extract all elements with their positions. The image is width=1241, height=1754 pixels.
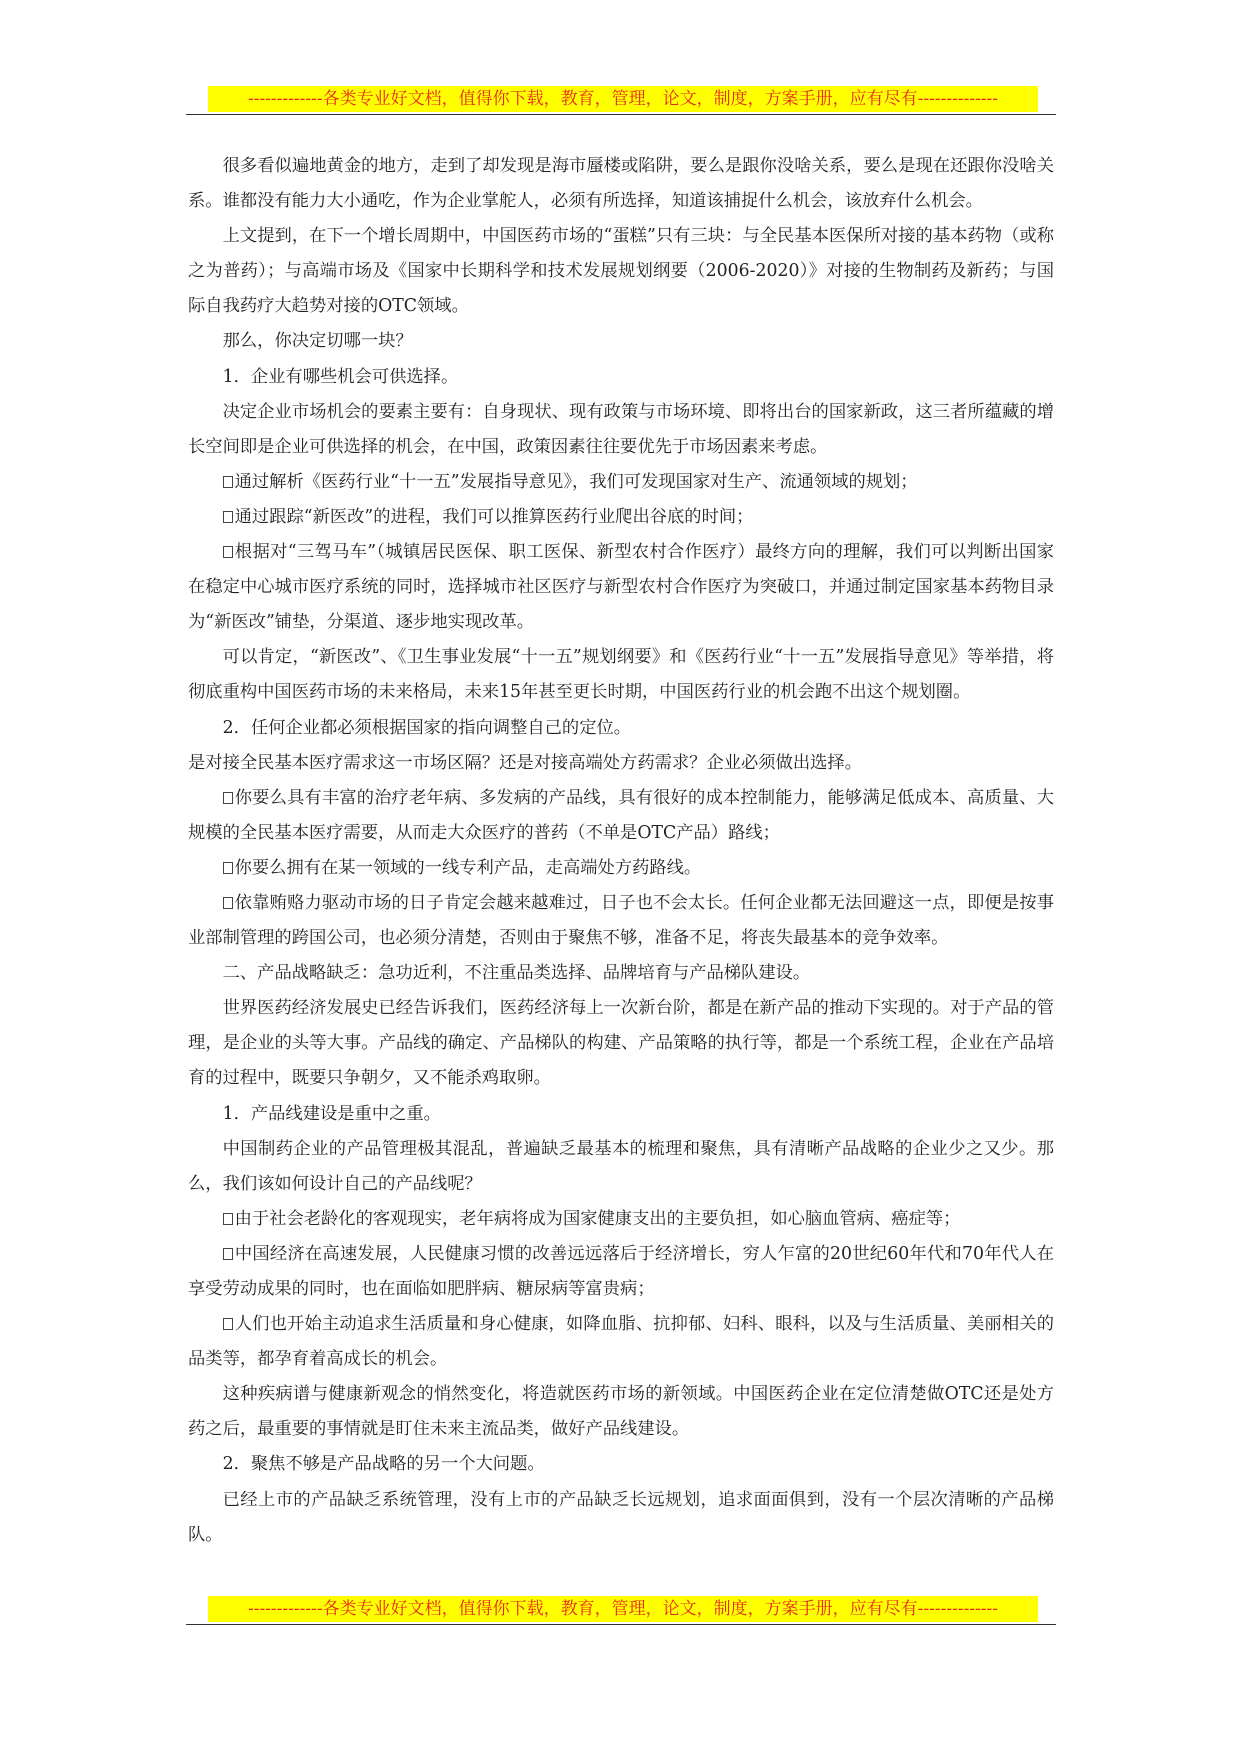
checkbox-bullet-icon — [223, 897, 233, 909]
bullet-text: 人们也开始主动追求生活质量和身心健康，如降血脂、抗抑郁、妇科、眼科，以及与生活质量、美丽相关的品类等，都孕育着高成长的机会。 — [188, 1314, 1054, 1370]
bullet-item — [188, 1237, 1054, 1307]
paragraph: 那么，你决定切哪一块？ — [222, 331, 413, 352]
bullet-text: 中国经济在高速发展，人民健康习惯的改善远远落后于经济增长，穷人乍富的20世纪60年代和70年代人在享受劳动成果的同时，也在面临如肥胖病、糖尿病等富贵病； — [188, 1243, 1054, 1299]
bullet-item — [188, 1202, 1054, 1237]
bullet-item — [188, 500, 1054, 535]
header-banner: -------------各类专业好文档，值得你下载，教育，管理，论文，制度，方案手册，应有尽有-------------- — [208, 86, 1038, 112]
bullet-item — [188, 851, 1054, 886]
bullet-text: 由于社会老龄化的客观现实，老年病将成为国家健康支出的主要负担，如心脑血管病、癌症等； — [234, 1208, 961, 1229]
checkbox-bullet-icon — [223, 1318, 233, 1330]
bullet-item — [188, 465, 1054, 500]
paragraph: 世界医药经济发展史已经告诉我们，医药经济每上一次新台阶，都是在新产品的推动下实现的。对于产品的管理，是企业的头等大事。产品线的确定、产品梯队的构建、产品策略的执行等，都是一个系统工程，企业在产品培育的过程中，既要只争朝夕，又不能杀鸡取卵。 — [188, 998, 1054, 1089]
bullet-item — [188, 781, 1054, 851]
bullet-text: 你要么具有丰富的治疗老年病、多发病的产品线，具有很好的成本控制能力，能够满足低成本、高质量、大规模的全民基本医疗需要，从而走大众医疗的普药（不单是OTC产品）路线； — [188, 787, 1054, 843]
paragraph: 决定企业市场机会的要素主要有：自身现状、现有政策与市场环境、即将出台的国家新政，这三者所蕴藏的增长空间即是企业可供选择的机会，在中国，政策因素往往要优先于市场因素来考虑。 — [188, 401, 1054, 457]
section-heading: 1．产品线建设是重中之重。 — [222, 1103, 441, 1124]
paragraph: 可以肯定，“新医改”、《卫生事业发展“十一五”规划纲要》和《医药行业“十一五”发展指导意见》等举措，将彻底重构中国医药市场的未来格局，未来15年甚至更长时期，中国医药行业的机会跑不出这个规划圈。 — [188, 647, 1054, 703]
paragraph: 上文提到，在下一个增长周期中，中国医药市场的“蛋糕”只有三块：与全民基本医保所对接的基本药物（或称之为普药）；与高端市场及《国家中长期科学和技术发展规划纲要（2006-2020）》对接的生物制药及新药；与国际自我药疗大趋势对接的OTC领域。 — [188, 226, 1054, 317]
header-divider — [186, 114, 1056, 115]
section-heading: 2．聚焦不够是产品战略的另一个大问题。 — [222, 1454, 545, 1475]
paragraph: 是对接全民基本医疗需求这一市场区隔？还是对接高端处方药需求？企业必须做出选择。 — [188, 752, 862, 773]
checkbox-bullet-icon — [223, 1213, 233, 1225]
checkbox-bullet-icon — [223, 1248, 233, 1260]
document-body — [188, 149, 1054, 1553]
checkbox-bullet-icon — [223, 511, 233, 523]
section-heading: 2．任何企业都必须根据国家的指向调整自己的定位。 — [222, 717, 632, 738]
paragraph: 中国制药企业的产品管理极其混乱，普遍缺乏最基本的梳理和聚焦，具有清晰产品战略的企业少之又少。那么，我们该如何设计自己的产品线呢？ — [188, 1138, 1054, 1194]
section-heading: 1．企业有哪些机会可供选择。 — [222, 366, 459, 387]
section-heading: 二、产品战略缺乏：急功近利，不注重品类选择、品牌培育与产品梯队建设。 — [222, 963, 811, 984]
bullet-text: 根据对“三驾马车”（城镇居民医保、职工医保、新型农村合作医疗）最终方向的理解，我们可以判断出国家在稳定中心城市医疗系统的同时，选择城市社区医疗与新型农村合作医疗为突破口，并通过制定国家基本药物目录为“新医改”铺垫，分渠道、逐步地实现改革。 — [188, 542, 1054, 633]
bullet-text: 依靠贿赂力驱动市场的日子肯定会越来越难过，日子也不会太长。任何企业都无法回避这一点，即便是按事业部制管理的跨国公司，也必须分清楚，否则由于聚焦不够，准备不足，将丧失最基本的竞争效率。 — [188, 892, 1054, 949]
checkbox-bullet-icon — [223, 476, 233, 488]
bullet-text: 通过跟踪“新医改”的进程，我们可以推算医药行业爬出谷底的时间； — [234, 506, 754, 527]
paragraph: 已经上市的产品缺乏系统管理，没有上市的产品缺乏长远规划，追求面面俱到，没有一个层次清晰的产品梯队。 — [188, 1489, 1054, 1545]
footer-divider — [186, 1624, 1056, 1625]
checkbox-bullet-icon — [223, 546, 233, 558]
paragraph: 很多看似遍地黄金的地方，走到了却发现是海市蜃楼或陷阱，要么是跟你没啥关系，要么是现在还跟你没啥关系。谁都没有能力大小通吃，作为企业掌舵人，必须有所选择，知道该捕捉什么机会，该放弃什么机会。 — [188, 156, 1054, 212]
bullet-text: 通过解析《医药行业“十一五”发展指导意见》，我们可发现国家对生产、流通领域的规划； — [234, 471, 918, 492]
bullet-text: 你要么拥有在某一领域的一线专利产品，走高端处方药路线。 — [234, 857, 702, 878]
bullet-item — [188, 535, 1054, 640]
footer-banner: -------------各类专业好文档，值得你下载，教育，管理，论文，制度，方案手册，应有尽有-------------- — [208, 1596, 1038, 1622]
paragraph: 这种疾病谱与健康新观念的悄然变化，将造就医药市场的新领域。中国医药企业在定位清楚做OTC还是处方药之后，最重要的事情就是盯住未来主流品类，做好产品线建设。 — [188, 1384, 1054, 1440]
bullet-item — [188, 1307, 1054, 1377]
bullet-item — [188, 886, 1054, 956]
checkbox-bullet-icon — [223, 792, 233, 804]
checkbox-bullet-icon — [223, 862, 233, 874]
